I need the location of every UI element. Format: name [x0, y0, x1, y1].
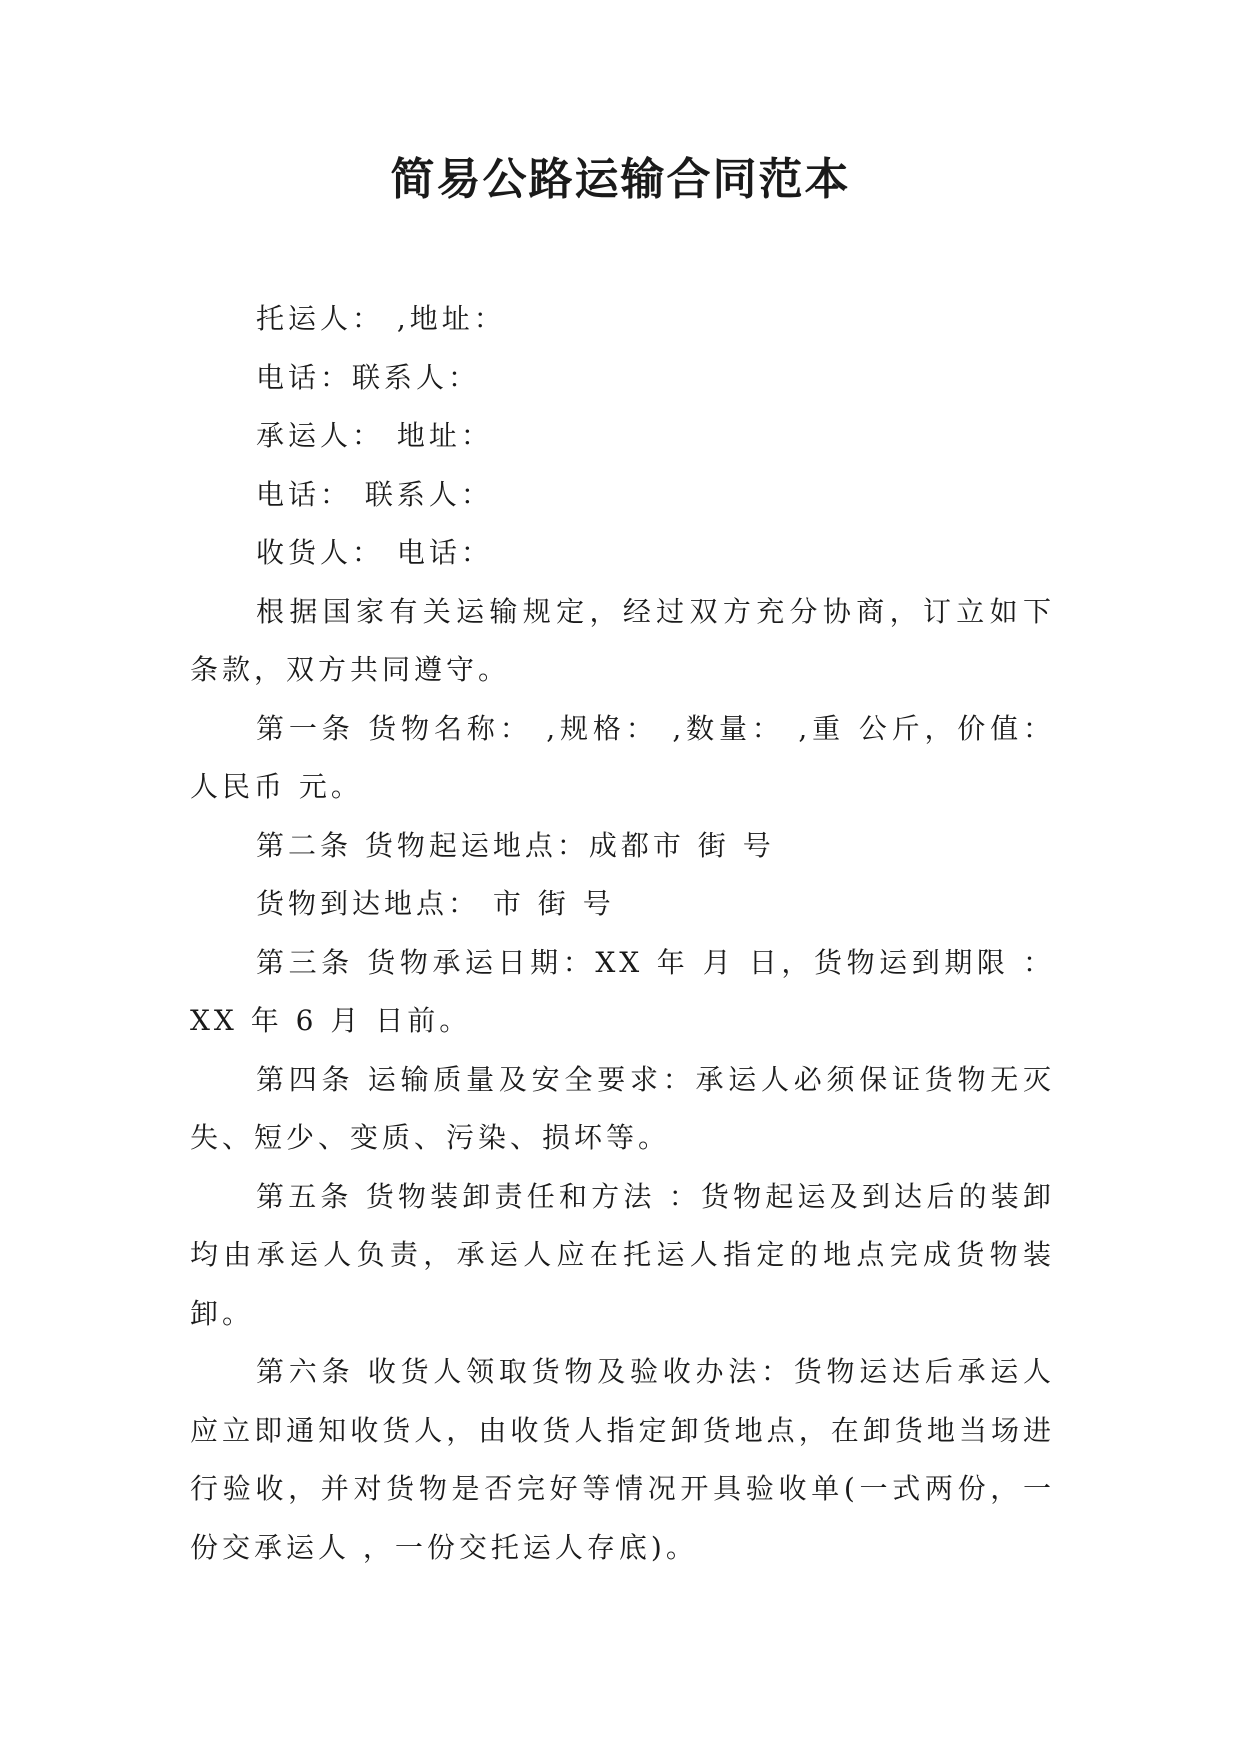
paragraph-consignor-phone: 电话：联系人： [256, 360, 481, 394]
paragraph-destination: 货物到达地点： 市 街 号 [256, 887, 615, 920]
document-body [190, 290, 1055, 1577]
paragraph-consignor: 托运人： ,地址： [256, 302, 506, 335]
paragraph-article-2: 第二条 货物起运地点：成都市 街 号 [256, 828, 775, 862]
paragraph-preamble: 根据国家有关运输规定，经过双方充分协商，订立如下条款，双方共同遵守。 [190, 594, 1055, 686]
paragraph-article-5: 第五条 货物装卸责任和方法 ：货物起运及到达后的装卸均由承运人负责，承运人应在托运人指定的地点完成货物装卸。 [190, 1179, 1055, 1330]
paragraph-article-4: 第四条 运输质量及安全要求：承运人必须保证货物无灭失、短少、变质、污染、损坏等。 [190, 1062, 1055, 1154]
paragraph-carrier: 承运人： 地址： [256, 419, 493, 452]
paragraph-article-3: 第三条 货物承运日期：XX 年 月 日，货物运到期限 ：XX 年 6 月 日前。 [190, 945, 1055, 1037]
paragraph-article-6: 第六条 收货人领取货物及验收办法：货物运达后承运人应立即通知收货人，由收货人指定卸货地点，在卸货地当场进行验收，并对货物是否完好等情况开具验收单(一式两份，一份交承运人 ，一份交托运人存底)。 [190, 1355, 1055, 1564]
paragraph-consignee: 收货人： 电话： [256, 536, 493, 569]
paragraph-carrier-phone: 电话： 联系人： [256, 477, 493, 511]
paragraph-article-1: 第一条 货物名称： ,规格： ,数量： ,重 公斤，价值：人民币 元。 [190, 711, 1055, 803]
document-title: 简易公路运输合同范本 [390, 154, 851, 205]
